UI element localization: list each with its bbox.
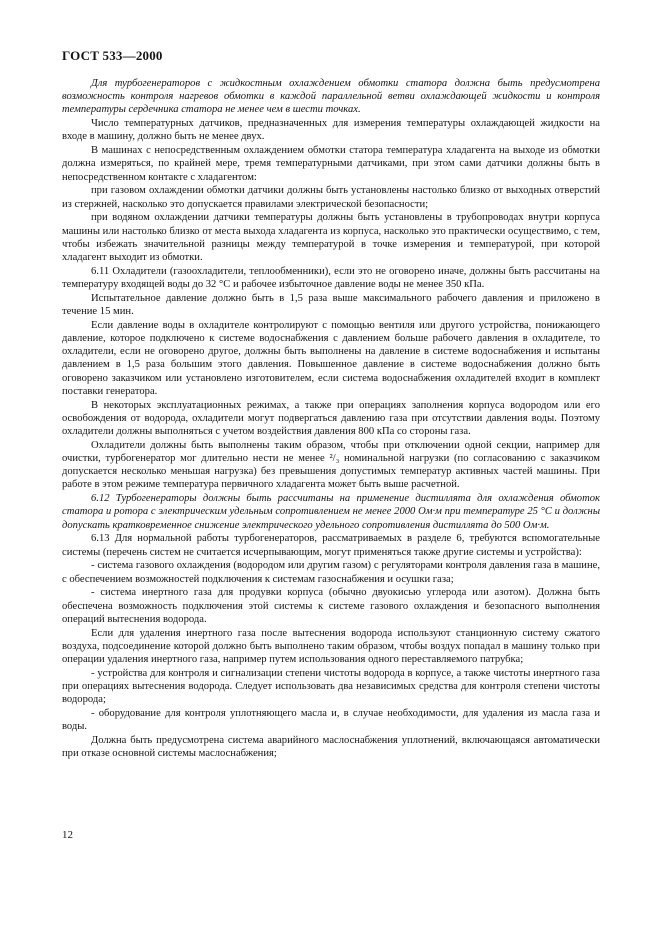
paragraph: Для турбогенераторов с жидкостным охлаждением обмотки статора должна быть предусмотрена возможность контроля нагревов обмотки в каждой параллельной ветви охлаждающей жидкости и контроля температуры сердечника статора не менее чем в шести точках.: [62, 78, 600, 116]
paragraph: при газовом охлаждении обмотки датчики должны быть установлены настолько близко от выходных отверстий из стержней, насколько это допускается правилами электрической безопасности;: [62, 185, 600, 210]
paragraph: Охладители должны быть выполнены таким образом, чтобы при отключении одной секции, например для очистки, турбогенератор мог длительно нести не менее ²/₃ номинальной нагрузки (по согласованию с заказчиком допускается несколько меньшая нагрузка) без превышения допустимых температур активных частей машины. При работе в этом режиме температура первичного хладагента может быть выше расчетной.: [62, 439, 600, 491]
paragraph: В машинах с непосредственным охлаждением обмотки статора температура хладагента на выходе из обмотки должна измеряться, по крайней мере, тремя температурными датчиками, при этом сами датчики должны быть в непосредственном контакте с хладагентом:: [62, 145, 600, 183]
paragraph: при водяном охлаждении датчики температуры должны быть установлены в трубопроводах внутри корпуса машины или настолько близко от места выхода хладагента из корпуса, насколько это практически осуществимо, с тем, чтобы избежать значительной разницы между температурой в точке измерения и температурой, при которой хладагент выходит из обмотки.: [62, 212, 600, 264]
paragraph: Испытательное давление должно быть в 1,5 раза выше максимального рабочего давления и приложено в течение 15 мин.: [62, 292, 600, 318]
paragraph-section-6-13: 6.13 Для нормальной работы турбогенераторов, рассматриваемых в разделе 6, требуются вспомогательные системы (перечень систем не считается исчерпывающим, могут применяться также другие системы и устройства):: [62, 533, 600, 558]
paragraph: Если давление воды в охладителе контролируют с помощью вентиля или другого устройства, понижающего давление, которое подключено к системе водоснабжения с давлением больше рабочего давления в охладителе, то охладители, если не оговорено другое, должны быть выполнены на давление в системе водоснабжения и испытаны давлением в 1,5 раза большим этого давления. Повышенное давление в системе водоснабжения должно быть оговорено заказчиком или установлено изготовителем, если система водоснабжения охладителей входит в комплект поставки генератора.: [62, 319, 600, 397]
list-item: - устройства для контроля и сигнализации степени чистоты водорода в корпусе, а также чистоты инертного газа при операциях вытеснения водорода. Следует использовать два независимых средства для контроля степени чистоты водорода;: [62, 667, 600, 706]
paragraph: Число температурных датчиков, предназначенных для измерения температуры охлаждающей жидкости на входе в машину, должно быть не менее двух.: [62, 118, 600, 143]
list-item: - система газового охлаждения (водородом или другим газом) с регуляторами контроля давления газа в машине, с обеспечением возможностей подключения к системам газоснабжения и осушки газа;: [62, 560, 600, 585]
paragraph: В некоторых эксплуатационных режимах, а также при операциях заполнения корпуса водородом или его освобождения от водорода, охладители могут подвергаться давлению газа при отсутствии давления воды. Поэтому охладители должны выполняться с учетом воздействия давления 800 кПа со стороны газа.: [62, 399, 600, 438]
paragraph: Если для удаления инертного газа после вытеснения водорода используют станционную систему сжатого воздуха, подсоединение которой должно быть выполнено таким образом, чтобы воздух попадал в машину только при операции удаления инертного газа, например путем использования одного переставляемого патрубка;: [62, 627, 600, 666]
page-number: 12: [62, 829, 73, 841]
document-code-header: ГОСТ 533—2000: [62, 48, 163, 63]
page-body: [62, 77, 600, 761]
list-item: - система инертного газа для продувки корпуса (обычно двуокисью углерода или азотом). Должна быть обеспечена возможность подключения этой системы к системе газового охлаждения и безопасного выполнения операций вытеснения водорода.: [62, 587, 600, 625]
paragraph-section-6-12: 6.12 Турбогенераторы должны быть рассчитаны на применение дистиллята для охлаждения обмоток статора и ротора с электрическим удельным сопротивлением не менее 2000 Ом·м при температуре 25 °С и должны допускать кратковременное снижение электрического удельного сопротивления дистиллята до 500 Ом·м.: [62, 493, 600, 531]
list-item: - оборудование для контроля уплотняющего масла и, в случае необходимости, для удаления из масла газа и воды.: [62, 708, 600, 733]
paragraph-section-6-11: 6.11 Охладители (газоохладители, теплообменники), если это не оговорено иначе, должны быть рассчитаны на температуру входящей воды до 32 °С и рабочее избыточное давление воды не менее 350 кПа.: [62, 265, 600, 291]
paragraph: Должна быть предусмотрена система аварийного маслоснабжения уплотнений, включающаяся автоматически при отказе основной системы маслоснабжения;: [62, 735, 600, 760]
